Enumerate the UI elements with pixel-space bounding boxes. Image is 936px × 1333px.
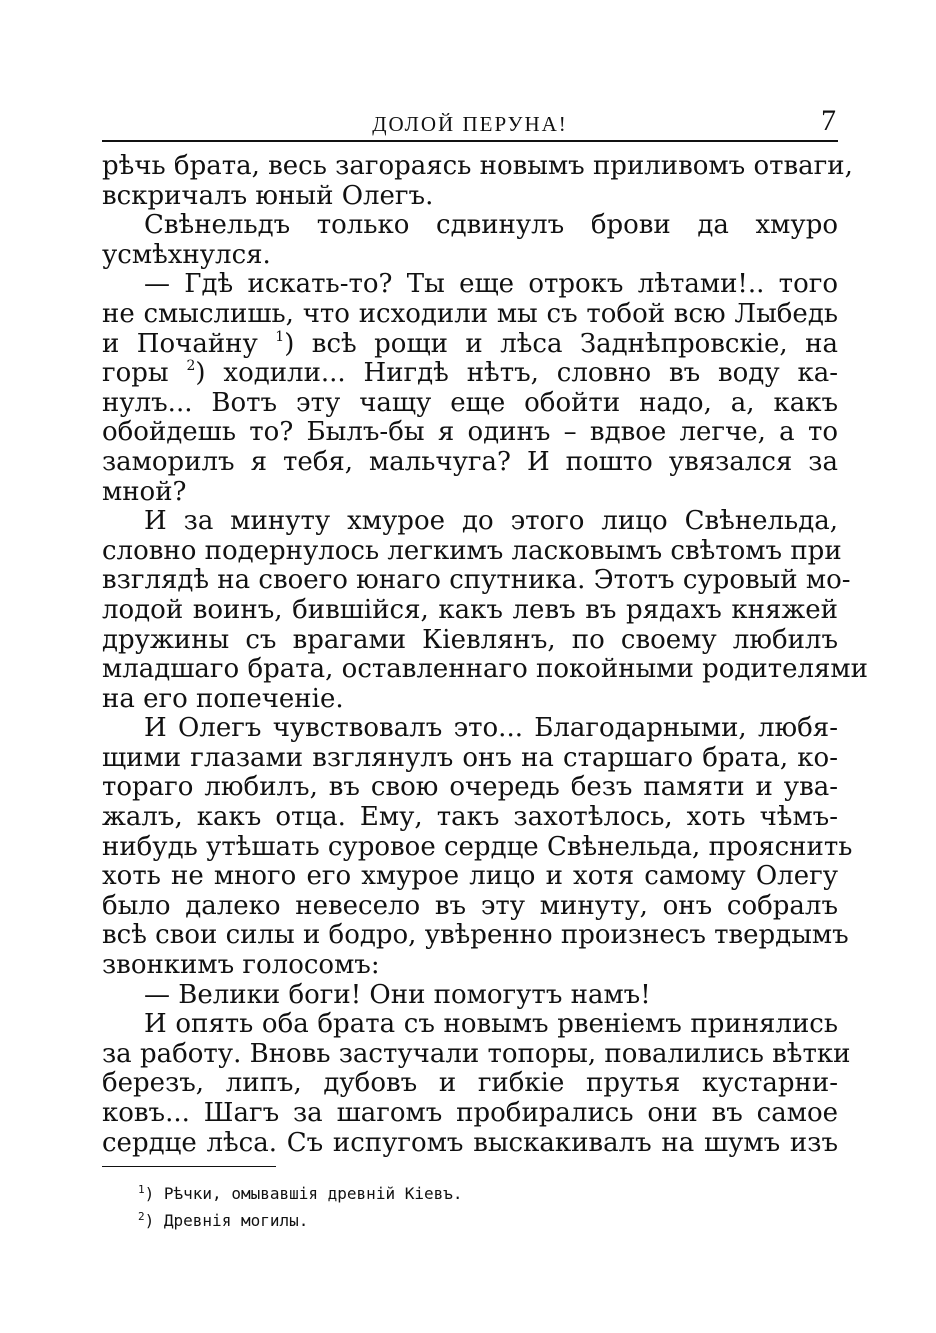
text-line: тораго любилъ, въ свою очередь безъ памяти и ува- xyxy=(102,772,838,803)
line-part: и Почайну xyxy=(102,328,258,359)
footnote-ref: 1 xyxy=(275,328,285,345)
running-head xyxy=(102,104,838,144)
text-line: И Олегъ чувствовалъ это... Благодарными, любя- xyxy=(144,713,838,744)
footnote-mark: 2 xyxy=(138,1210,145,1223)
text-line: щими глазами взглянулъ онъ на старшаго брата, ко- xyxy=(102,742,838,773)
footnote-rule xyxy=(102,1166,276,1167)
text-line: обойдешь то? Былъ-бы я одинъ – вдвое легче, а то xyxy=(102,417,838,448)
text-line: звонкимъ голосомъ: xyxy=(102,950,380,981)
text-line: И за минуту хмурое до этого лицо Свѣнельда, xyxy=(144,506,838,537)
text-line: Свѣнельдъ только сдвинулъ брови да хмуро xyxy=(144,210,838,241)
text-line: словно подернулось легкимъ ласковымъ свѣтомъ при xyxy=(102,535,842,566)
text-line: мной? xyxy=(102,476,187,507)
footnote-mark: 1 xyxy=(138,1183,145,1196)
text-line: нулъ... Вотъ эту чащу еще обойти надо, а, какъ xyxy=(102,387,838,418)
text-line: — Велики боги! Они помогутъ намъ! xyxy=(144,979,651,1010)
footnote-1 xyxy=(138,1178,838,1205)
body-text xyxy=(102,151,868,1158)
text-line: на его попеченіе. xyxy=(102,683,344,714)
text-line xyxy=(102,330,838,360)
text-line: не смыслишь, что исходили мы съ тобой всю Лыбедь xyxy=(102,298,838,329)
line-part: ) всѣ рощи и лѣса Заднѣпровскіе, на xyxy=(284,328,839,359)
text-line: жалъ, какъ отца. Ему, такъ захотѣлось, хоть чѣмъ- xyxy=(102,802,838,833)
text-line: вскричалъ юный Олегъ. xyxy=(102,180,434,211)
line-part: горы xyxy=(102,358,169,389)
text-line: И опять оба брата съ новымъ рвеніемъ принялись xyxy=(144,1009,838,1040)
footnote-text: ) Рѣчки, омывавшія древній Кіевъ. xyxy=(144,1184,463,1203)
text-line: сердце лѣса. Съ испугомъ выскакивалъ на шумъ изъ xyxy=(102,1127,838,1158)
text-line: ковъ... Шагъ за шагомъ пробирались они въ самое xyxy=(102,1098,838,1128)
page-number: 7 xyxy=(821,104,836,137)
footnote-text: ) Древнія могилы. xyxy=(144,1211,309,1230)
text-line: младшаго брата, оставленнаго покойными родителями xyxy=(102,654,868,685)
footnote-2 xyxy=(138,1205,838,1232)
running-title: ДОЛОЙ ПЕРУНА! xyxy=(372,112,568,136)
text-line: дружины съ врагами Кіевлянъ, по своему любилъ xyxy=(102,624,838,655)
text-line: рѣчь брата, весь загораясь новымъ приливомъ отваги, xyxy=(102,151,853,181)
text-line: хоть не много его хмурое лицо и хотя самому Олегу xyxy=(102,861,838,892)
text-line: взглядѣ на своего юнаго спутника. Этотъ суровый мо- xyxy=(102,565,851,596)
text-line: усмѣхнулся. xyxy=(102,239,271,270)
text-line: заморилъ я тебя, мальчуга? И пошто увязался за xyxy=(102,446,838,477)
text-line: березъ, липъ, дубовъ и гибкіе прутья кустарни- xyxy=(102,1068,838,1099)
text-line: нибудь утѣшать суровое сердце Свѣнельда, прояснить xyxy=(102,831,853,862)
footnotes xyxy=(138,1178,838,1232)
text-line: было далеко невесело въ эту минуту, онъ собралъ xyxy=(102,890,838,921)
footnote-ref: 2 xyxy=(186,358,196,375)
line-part: ) ходили... Нигдѣ нѣтъ, словно въ воду ка- xyxy=(195,358,839,389)
text-line: всѣ свои силы и бодро, увѣренно произнесъ твердымъ xyxy=(102,920,849,951)
text-line: за работу. Вновь застучали топоры, повалились вѣтки xyxy=(102,1038,851,1069)
text-line: лодой воинъ, бившійся, какъ левъ въ рядахъ княжей xyxy=(102,594,838,625)
text-line xyxy=(102,359,838,389)
header-rule xyxy=(102,140,838,142)
text-line: — Гдѣ искать-то? Ты еще отрокъ лѣтами!.. того xyxy=(144,269,838,300)
